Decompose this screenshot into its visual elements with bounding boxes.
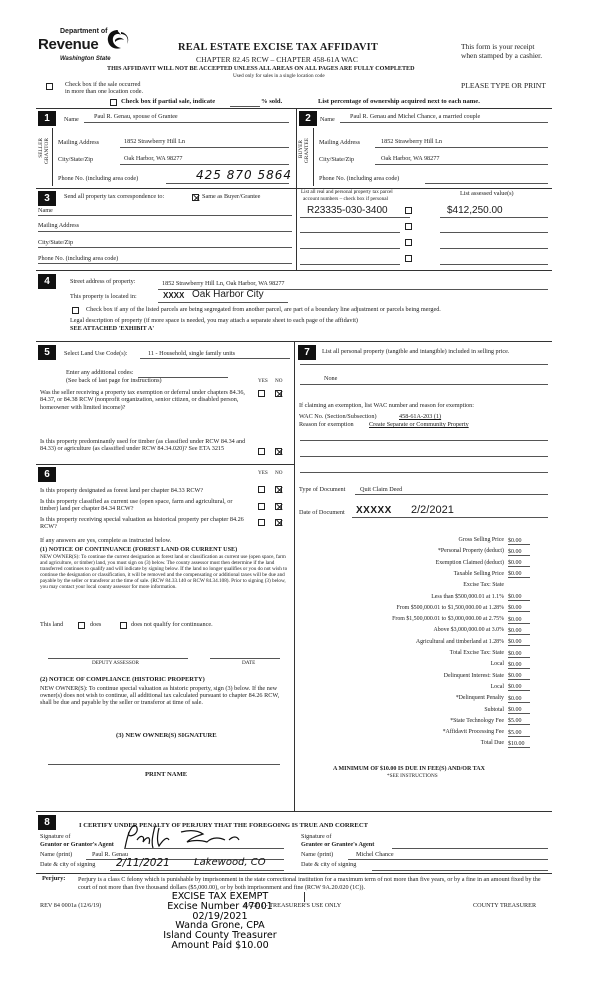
notice-1-title: (1) NOTICE OF CONTINUANCE (FOREST LAND OR CURRENT USE) [40, 546, 238, 553]
correspondence-phone-line[interactable] [38, 263, 292, 264]
stamp-line-2: Excise Number 47001 [167, 900, 273, 912]
fee-row-label: Excise Tax: State [463, 582, 504, 589]
buyer-name-label: Name [320, 116, 335, 123]
s6-q1-no-checkbox[interactable] [275, 486, 282, 493]
fee-row-value: $0.00 [508, 662, 530, 669]
stamp-line-3: 02/19/2021 [192, 910, 248, 922]
fee-row-value: $0.00 [508, 628, 530, 635]
rule-mid-1-2 [296, 108, 297, 188]
located-in-label: This property is located in: [70, 293, 137, 300]
assessor-date-line[interactable] [210, 658, 280, 659]
parcel-personal-checkbox-4[interactable] [405, 255, 412, 262]
same-as-buyer-checkbox[interactable] [192, 194, 199, 201]
correspondence-mailing-line[interactable] [38, 231, 292, 232]
s5-q2-no-checkbox[interactable] [275, 448, 282, 455]
buyer-phone-line[interactable] [425, 183, 548, 184]
logo-revenue-text: Revenue [38, 36, 99, 53]
grantor-date-city-label: Date & city of signing [40, 861, 96, 868]
fee-row-value: $0.00 [508, 707, 530, 714]
fee-row-label: *State Technology Fee [450, 717, 504, 724]
fee-row-value: $0.00 [508, 651, 530, 658]
used-only-note: Used only for sales in a single location code [233, 73, 325, 79]
notice-2-title: (2) NOTICE OF COMPLIANCE (HISTORIC PROPERTY) [40, 676, 205, 683]
seller-name-line [84, 122, 289, 123]
parcel-personal-checkbox-2[interactable] [405, 223, 412, 230]
street-address-label: Street address of property: [70, 278, 136, 285]
grantor-name: Paul R. Genau [92, 851, 128, 858]
this-land-label: This land [40, 621, 64, 628]
document-type: Quit Claim Deed [360, 486, 403, 493]
correspondence-mailing-label: Mailing Address [38, 222, 80, 229]
street-address: 1852 Strawberry Hill Ln, Oak Harbor, WA 98277 [162, 280, 285, 287]
personal-property-line-1 [300, 364, 548, 365]
exemption-claim-label: If claiming an exemption, list WAC number and reason for exemption: [299, 402, 474, 409]
partial-sale-label: Check box if partial sale, indicate [121, 98, 216, 105]
multi-location-label-2: in more than one location code. [65, 88, 144, 95]
fee-row-value: $10.00 [508, 741, 530, 748]
personal-property-heading: List all personal property (tangible and intangible) included in selling price. [322, 348, 510, 355]
land-use-line [140, 358, 290, 359]
rule-after-1-2 [36, 188, 552, 189]
buyer-mailing: 1852 Strawberry Hill Ln [381, 138, 443, 145]
parcel-heading-2: account numbers – check box if personal [303, 196, 388, 202]
seller-city: Oak Harbor, WA 98277 [124, 155, 183, 162]
fee-row-label: From $500,000.01 to $1,500,000.00 at 1.28% [396, 604, 504, 611]
ownership-note: List percentage of ownership acquired next to each name. [318, 98, 480, 105]
grantee-name-line [348, 859, 548, 860]
see-instructions-note: *SEE INSTRUCTIONS [387, 773, 438, 779]
certify-statement: I CERTIFY UNDER PENALTY OF PERJURY THAT THE FOREGOING IS TRUE AND CORRECT [79, 822, 368, 829]
buyer-side-divider [313, 128, 314, 186]
boundary-adjust-checkbox[interactable] [72, 307, 79, 314]
perjury-label: Perjury: [42, 875, 66, 882]
parcel-line-1 [300, 217, 410, 218]
receipt-note-2: when stamped by a cashier. [461, 51, 543, 60]
s6-q2-no-checkbox[interactable] [275, 503, 282, 510]
s5-yes-header: YES [258, 378, 268, 384]
document-date: 2/2/2021 [411, 504, 454, 516]
fee-row-value: $0.00 [508, 594, 530, 601]
section-6-number: 6 [38, 467, 56, 482]
s6-no-header: NO [275, 470, 283, 476]
fee-row-value: $0.00 [508, 571, 530, 578]
document-date-label: Date of Document [299, 509, 345, 516]
s6-question-2: Is this property classified as current use (open space, farm and agricultural, or timber) land per chapter 84.34 RCW? [40, 498, 233, 513]
s6-yes-header: YES [258, 470, 268, 476]
fee-row-label: Exemption Claimed (deduct) [435, 559, 504, 566]
reason-line-2 [300, 440, 548, 441]
section-1-number: 1 [38, 111, 56, 126]
section-3-number: 3 [38, 191, 56, 206]
seller-city-label: City/State/Zip [58, 156, 94, 163]
assessed-line-2 [440, 232, 548, 233]
s6-q3-yes-checkbox[interactable] [258, 519, 265, 526]
document-type-label: Type of Document [299, 486, 346, 493]
buyer-name: Paul R. Genau and Michel Chance, a married couple [350, 113, 481, 120]
fee-row-value: $0.00 [508, 560, 530, 567]
document-date-strike: XXXXX [356, 505, 392, 516]
seller-side-divider [52, 128, 53, 186]
fee-row-value: $5.00 [508, 730, 530, 737]
fee-row-label: Local [490, 661, 504, 668]
s6-question-3: Is this property receiving special valuation as historical property per chapter 84.26 RCW? [40, 516, 244, 531]
fee-row-label: Total Due [480, 740, 504, 747]
buyer-phone-label: Phone No. (including area code) [319, 175, 400, 182]
s5-question-1: Was the seller receiving a property tax exemption or deferral under chapters 84.36, 84.37, or 84.38 RCW (nonprofit organization, senior citizen, or disabled person, homeowner with limited income)? [40, 389, 245, 411]
parcel-personal-checkbox-1[interactable] [405, 207, 412, 214]
s6-if-any-note: If any answers are yes, complete as instructed below. [40, 537, 172, 544]
fee-row-label: Agricultural and timberland at 1.28% [415, 638, 504, 645]
form-warning: THIS AFFIDAVIT WILL NOT BE ACCEPTED UNLESS ALL AREAS ON ALL PAGES ARE FULLY COMPLETED [107, 66, 415, 72]
fee-row-label: Delinquent Interest: State [443, 672, 504, 679]
rule-mid-3 [296, 188, 297, 270]
same-as-buyer-label: Same as Buyer/Grantee [202, 193, 261, 200]
s6-q1-yes-checkbox[interactable] [258, 486, 265, 493]
assessed-heading: List assessed value(s) [460, 190, 514, 197]
seller-mailing-line [120, 147, 289, 148]
correspondence-phone-label: Phone No. (including area code) [38, 255, 119, 262]
fee-row-label: Subtotal [484, 706, 504, 713]
buyer-side-label: BUYER [298, 140, 304, 159]
form-title: REAL ESTATE EXCISE TAX AFFIDAVIT [178, 42, 379, 53]
reason-line-3 [300, 456, 548, 457]
grantor-name-label: Name (print) [40, 851, 73, 858]
legal-description-attached: SEE ATTACHED 'EXHIBIT A' [70, 325, 155, 332]
rule-before-8 [36, 811, 552, 812]
correspondence-name-label: Name [38, 207, 53, 214]
fee-row-label: Taxable Selling Price [453, 570, 504, 577]
s6-q3-no-checkbox[interactable] [275, 519, 282, 526]
buyer-name-line [340, 122, 548, 123]
type-or-print: PLEASE TYPE OR PRINT [461, 81, 546, 90]
section-2-number: 2 [299, 111, 317, 126]
document-date-line [352, 517, 548, 518]
additional-codes-label-1: Enter any additional codes: [66, 369, 134, 376]
seller-phone-line [166, 183, 289, 184]
fee-row-label: Gross Selling Price [458, 537, 504, 543]
partial-percent-line[interactable] [230, 106, 260, 107]
exemption-reason: Create Separate or Community Property [369, 421, 469, 428]
boundary-adjust-label: Check box if any of the listed parcels are being segregated from another parcel, are part of a boundary line adjustment or parcels being merged. [86, 306, 441, 313]
fee-row-label: Less than $500,000.01 at 1.1% [431, 593, 504, 600]
rule-after-3 [36, 270, 552, 271]
county-treasurer-label: COUNTY TREASURER [473, 902, 537, 909]
fee-row-value: $0.00 [508, 549, 530, 556]
grantee-name-label: Name (print) [301, 851, 334, 858]
parcel-number: R23335-030-3400 [307, 205, 388, 216]
receipt-note-1: This form is your receipt [461, 42, 535, 51]
wac-number: 458-61A-203 (1) [399, 413, 442, 420]
fee-row-value: $0.00 [508, 684, 530, 691]
new-owner-signature-title: (3) NEW OWNER(S) SIGNATURE [116, 732, 217, 739]
seller-mailing-label: Mailing Address [58, 139, 100, 146]
section-7-number: 7 [298, 345, 316, 360]
new-owner-signature-line[interactable] [48, 764, 280, 765]
land-does-checkbox[interactable] [78, 622, 85, 629]
partial-sale-checkbox[interactable] [110, 99, 117, 106]
grantee-signature-label-2: Grantee or Grantee's Agent [301, 841, 375, 848]
section-5-number: 5 [38, 345, 56, 360]
wa-swirl-icon [105, 28, 131, 52]
notice-2-body: NEW OWNER(S): To continue special valuation as historic property, sign (3) below. If the new owner(s) does not wish to continue, all additional tax calculated pursuant to chapter 84.26 RCW, shall be due and payable by the seller or transferor at time of sale. [40, 685, 280, 707]
grantor-sign-date: 2/11/2021 [116, 857, 170, 869]
grantee-signature-line[interactable] [392, 848, 548, 849]
send-correspondence-label: Send all property tax correspondence to: [64, 193, 165, 200]
seller-phone: 425 870 5864 [196, 168, 292, 182]
land-does-label: does [90, 621, 102, 628]
assessed-line-3 [440, 248, 548, 249]
seller-mailing: 1852 Strawberry Hill Ln [124, 138, 186, 145]
fee-row-value: $0.00 [508, 617, 530, 624]
seller-name-label: Name [64, 116, 79, 123]
treasurer-use-only: PAGE 1 - TREASURER'S USE ONLY [244, 902, 342, 909]
fee-row-value: $5.00 [508, 718, 530, 725]
fee-row-value: $0.00 [508, 673, 530, 680]
stamp-line-6: Amount Paid $10.00 [171, 939, 269, 951]
seller-side-label: SELLER [38, 138, 44, 158]
buyer-mailing-line [375, 147, 548, 148]
fee-row-value: $0.00 [508, 538, 530, 545]
s5-no-header: NO [275, 378, 283, 384]
exemption-reason-label: Reason for exemption [299, 421, 354, 428]
form-chapter: CHAPTER 82.45 RCW – CHAPTER 458-61A WAC [196, 55, 358, 64]
minimum-due-note: A MINIMUM OF $10.00 IS DUE IN FEE(S) AND/OR TAX [333, 766, 485, 772]
dor-logo [36, 26, 136, 66]
section-8-number: 8 [38, 815, 56, 830]
buyer-city-label: City/State/Zip [319, 156, 355, 163]
buyer-city-line [375, 164, 548, 165]
correspondence-city-line[interactable] [38, 247, 292, 248]
parcel-heading-1: List all real and personal property tax parcel [301, 189, 393, 195]
rule-mid-5-6 [294, 341, 295, 811]
parcel-line-3 [300, 248, 400, 249]
reason-line-4 [300, 472, 548, 473]
s5-q1-no-checkbox[interactable] [275, 390, 282, 397]
located-in-city: Oak Harbor City [192, 289, 264, 300]
buyer-mailing-label: Mailing Address [319, 139, 361, 146]
grantor-signature-label-1: Signature of [40, 833, 71, 840]
fee-row-label: *Affidavit Processing Fee [442, 729, 504, 736]
deputy-assessor-line[interactable] [48, 658, 188, 659]
fee-row-label: Local [490, 683, 504, 690]
buyer-city: Oak Harbor, WA 98277 [381, 155, 440, 162]
land-does-not-checkbox[interactable] [120, 622, 127, 629]
fee-table [296, 538, 550, 778]
fee-row-value: $0.00 [508, 639, 530, 646]
notice-1-body: NEW OWNER(S): To continue the current designation as forest land or classification as current use (open space, farm and agriculture, or timber) land, you must sign on (3) below. The county assessor must then determine if the land transferred continues to qualify and will indicate by signing below. If the land no longer qualifies or you do not wish to continue the designation or classification, it will be removed and the compensating or additional taxes will be due and payable by the seller or transferor at the time of sale. (RCW 84.33.140 or RCW 84.34.108). Prior to signing (3) below, you may contact your local county assessor for more information. [40, 554, 288, 591]
s6-question-1: Is this property designated as forest land per chapter 84.33 RCW? [40, 487, 204, 494]
document-type-line [355, 494, 548, 495]
personal-property-none: None [324, 375, 338, 382]
land-use-label: Select Land Use Code(s): [64, 350, 128, 357]
fee-row-label: Total Excise Tax: State [449, 650, 504, 656]
grantor-signature-label-2: Grantor or Grantor's Agent [40, 841, 114, 848]
rule-top [36, 108, 552, 109]
assessor-date-label: DATE [242, 660, 256, 666]
fee-row-value: $0.00 [508, 605, 530, 612]
legal-description-label: Legal description of property (if more space is needed, you may attach a separate sheet to each page of the affidavit) [70, 317, 358, 324]
assessed-line-4 [440, 264, 548, 265]
form-number: REV 84 0001a (12/6/19) [40, 902, 102, 909]
fee-row-label: Above $3,000,000.00 at 3.0% [433, 627, 504, 634]
grantee-date-city-label: Date & city of signing [301, 861, 357, 868]
perjury-text: Perjury is a class C felony which is punishable by imprisonment in the state correctional institution for a maximum term of not more than five years, or by a fine in an amount fixed by the court of not more than five thousand dollars ($5,000.00), or by both imprisonment and fine (RCW 9A.20.020 (1C)). [78, 876, 541, 891]
assessed-value: $412,250.00 [447, 205, 503, 216]
logo-state-text: Washington State [60, 56, 111, 62]
partial-sale-suffix: % sold. [261, 98, 283, 105]
print-name-label: PRINT NAME [145, 771, 188, 778]
grantor-signature-line [124, 848, 284, 849]
correspondence-name-line[interactable] [38, 215, 292, 216]
section-4-number: 4 [38, 274, 56, 289]
grantor-date-city-line [110, 870, 284, 871]
grantee-side-label: GRANTEE [304, 138, 310, 164]
seller-name: Paul R. Genau, spouse of Grantee [94, 113, 178, 120]
stamp-line-5: Island County Treasurer [163, 930, 277, 942]
s5-q2-yes-checkbox[interactable] [258, 448, 265, 455]
grantee-name: Michel Chance [356, 851, 394, 858]
land-use-value: 11 - Household, single family units [148, 350, 236, 357]
stamp-line-1: EXCISE TAX EXEMPT [171, 891, 269, 902]
fee-row-label: From $1,500,000.01 to $3,000,000.00 at 2.75% [392, 616, 504, 623]
logo-dept-text: Department of [60, 28, 108, 35]
grantee-signature-label-1: Signature of [301, 833, 332, 840]
rule-before-6 [36, 464, 294, 465]
fee-row-label: *Personal Property (deduct) [437, 548, 504, 555]
land-does-not-label: does not qualify for continuance. [131, 621, 213, 628]
parcel-line-2 [300, 232, 400, 233]
stamp-line-4: Wanda Grone, CPA [175, 920, 265, 932]
seller-phone-label: Phone No. (including area code) [58, 175, 139, 182]
deputy-assessor-label: DEPUTY ASSESSOR [92, 660, 139, 666]
wac-number-label: WAC No. (Section/Subsection) [299, 413, 377, 420]
s5-q1-yes-checkbox[interactable] [258, 390, 265, 397]
parcel-line-4 [300, 264, 400, 265]
assessed-line-1 [440, 217, 548, 218]
multi-location-checkbox[interactable] [46, 83, 53, 90]
rule-before-perjury [36, 873, 552, 874]
additional-codes-label-2: (See back of last page for instructions) [66, 377, 162, 384]
treasurer-stamp [120, 892, 320, 951]
fee-row-label: *Delinquent Penalty [455, 695, 504, 702]
parcel-personal-checkbox-3[interactable] [405, 239, 412, 246]
seller-city-line [120, 164, 289, 165]
located-in-line [158, 302, 288, 303]
grantee-date-city-line[interactable] [372, 870, 548, 871]
fee-row-value: $0.00 [508, 696, 530, 703]
s5-question-2: Is this property predominantly used for timber (as classified under RCW 84.34 and 84.33) or agriculture (as classified under RCW 84.34.020)? See ETA 3215 [40, 438, 246, 453]
grantor-sign-city: Lakewood, CO [194, 857, 266, 868]
located-in-strike: XXXX [163, 291, 185, 300]
correspondence-city-label: City/State/Zip [38, 239, 74, 246]
s6-q2-yes-checkbox[interactable] [258, 503, 265, 510]
multi-location-label-1: Check box if the sale occurred [65, 81, 141, 88]
personal-property-line-2 [300, 384, 548, 385]
grantor-side-label: GRANTOR [44, 138, 50, 164]
